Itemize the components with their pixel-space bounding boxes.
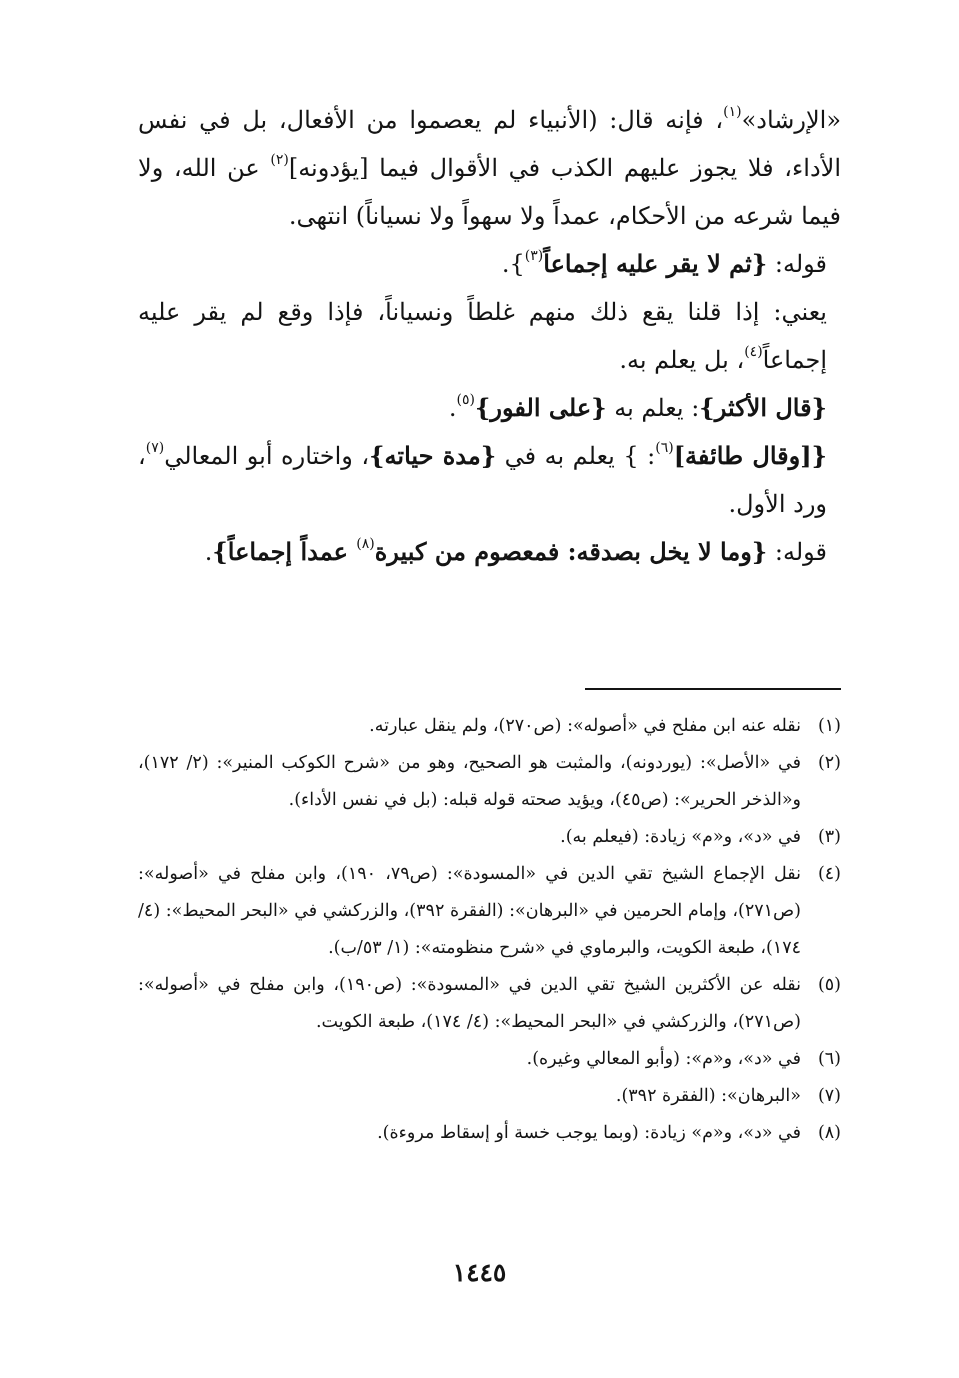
page-number: ١٤٤٥ <box>452 1258 507 1287</box>
text-run: يعني: إذا قلنا يقع ذلك منهم غلطاً ونسياناً، فإذا وقع لم يقر عليه إجماعاً <box>138 298 827 374</box>
matn-quote: {وما لا يخل بصدقه: فمعصوم من كبيرة <box>374 537 768 566</box>
footnote-text: في «د»، و«م» زيادة: (وبما يوجب خسة أو إسقاط مروءة). <box>377 1123 801 1143</box>
footnote-ref[interactable]: (٧) <box>145 440 165 456</box>
footnote-item <box>138 856 841 967</box>
footnote-number: (٤) <box>817 864 841 884</box>
matn-quote: {ثم لا يقر عليه إجماعاً <box>543 249 768 278</box>
text-run: ، بل يعلم به. <box>619 346 745 374</box>
matn-quote: {مدة حياته} <box>369 441 497 470</box>
footnote-text: نقله عنه ابن مفلح في «أصوله»: (ص٢٧٠)، ولم ينقل عبارته. <box>369 716 801 736</box>
footnote-number: (٧) <box>817 1086 841 1106</box>
footnote-ref[interactable]: (٤) <box>744 344 763 360</box>
footnote-ref[interactable]: (٨) <box>356 536 375 552</box>
footnote-text: في «الأصل»: (يوردونه)، والمثبت هو الصحيح، وهو من «شرح الكوكب المنير»: (٢/ ١٧٢)، و«الذخر الحرير»: (ص٤٥)، ويؤيد صحته قوله قبله: (بل في نفس الأداء). <box>138 753 801 810</box>
footnote-item <box>138 967 841 1041</box>
matn-quote: {قال الأكثر} <box>699 393 827 422</box>
text-run: ، فإنه قال: (الأنبياء لم يعصموا من الأفعال، بل في نفس الأداء، فلا يجوز عليهم الكذب في الأقوال فيما [يؤدونه] <box>138 106 841 182</box>
footnote-text: نقل الإجماع الشيخ تقي الدين في «المسودة»: (ص٧٩، ١٩٠)، وابن مفلح في «أصوله»: (ص٢٧١)، وإمام الحرمين في «البرهان»: (الفقرة ٣٩٢)، والزركشي في «البحر المحيط»: (٤/ ١٧٤)، طبعة الكويت، والبرماوي في «شرح منظومته»: (١/ ٥٣/ب). <box>138 864 802 958</box>
text-run: عن الله، ولا فيما شرعه من الأحكام، عمداً ولا سهواً ولا نسياناً) انتهى. <box>138 154 841 230</box>
matn-quote: {[وقال طائفة] <box>673 441 827 470</box>
footnote-text: نقله عن الأكثرين الشيخ تقي الدين في «المسودة»: (ص١٩٠)، وابن مفلح في «أصوله»: (ص٢٧١)، والزركشي في «البحر المحيط»: (٤/ ١٧٤)، طبعة الكويت. <box>138 975 801 1032</box>
footnote-item <box>138 745 841 819</box>
paragraph <box>138 528 841 576</box>
footnote-item <box>138 1041 841 1078</box>
text-run: }. <box>501 250 525 278</box>
text-run: . <box>448 394 457 422</box>
footnote-number: (١) <box>817 716 841 736</box>
text-run: قوله: <box>767 538 827 566</box>
footnote-item <box>138 1115 841 1152</box>
footnote-text: في «د»، و«م» زيادة: (فيعلم به). <box>560 827 801 847</box>
footnote-item <box>138 708 841 745</box>
paragraph <box>138 96 841 240</box>
matn-quote: عمداً إجماعاً} <box>212 537 357 566</box>
text-run: : يعلم به <box>606 394 700 422</box>
text-run: ، ورد الأول. <box>138 442 827 518</box>
matn-quote: {على الفور} <box>474 393 607 422</box>
paragraph <box>138 240 841 288</box>
quoted-title: «الإرشاد» <box>741 106 841 134</box>
text-run: قوله: <box>767 250 827 278</box>
main-text <box>138 96 841 576</box>
paragraph <box>138 288 841 384</box>
footnotes <box>138 708 841 1152</box>
paragraph <box>138 384 841 432</box>
footnote-number: (٣) <box>817 827 841 847</box>
footnote-ref[interactable]: (٥) <box>456 392 475 408</box>
text-run: : } يعلم به في <box>496 442 656 470</box>
footnote-number: (٨) <box>817 1123 841 1143</box>
footnote-number: (٥) <box>817 975 841 995</box>
footnote-ref[interactable]: (٢) <box>270 152 289 168</box>
footnote-ref[interactable]: (١) <box>723 104 742 120</box>
footnote-ref[interactable]: (٦) <box>655 440 674 456</box>
footnote-text: في «د»، و«م»: (وأبو المعالي وغيره). <box>526 1049 801 1069</box>
text-run: ، واختاره أبو المعالي <box>164 442 370 470</box>
text-run: . <box>204 538 213 566</box>
footnote-number: (٢) <box>817 753 841 773</box>
footnote-text: «البرهان»: (الفقرة ٣٩٢). <box>615 1086 801 1106</box>
footnote-ref[interactable]: (٣) <box>524 248 544 264</box>
footnote-separator <box>585 688 841 690</box>
footnote-item <box>138 819 841 856</box>
paragraph <box>138 432 841 528</box>
footnote-number: (٦) <box>817 1049 841 1069</box>
footnote-item <box>138 1078 841 1115</box>
